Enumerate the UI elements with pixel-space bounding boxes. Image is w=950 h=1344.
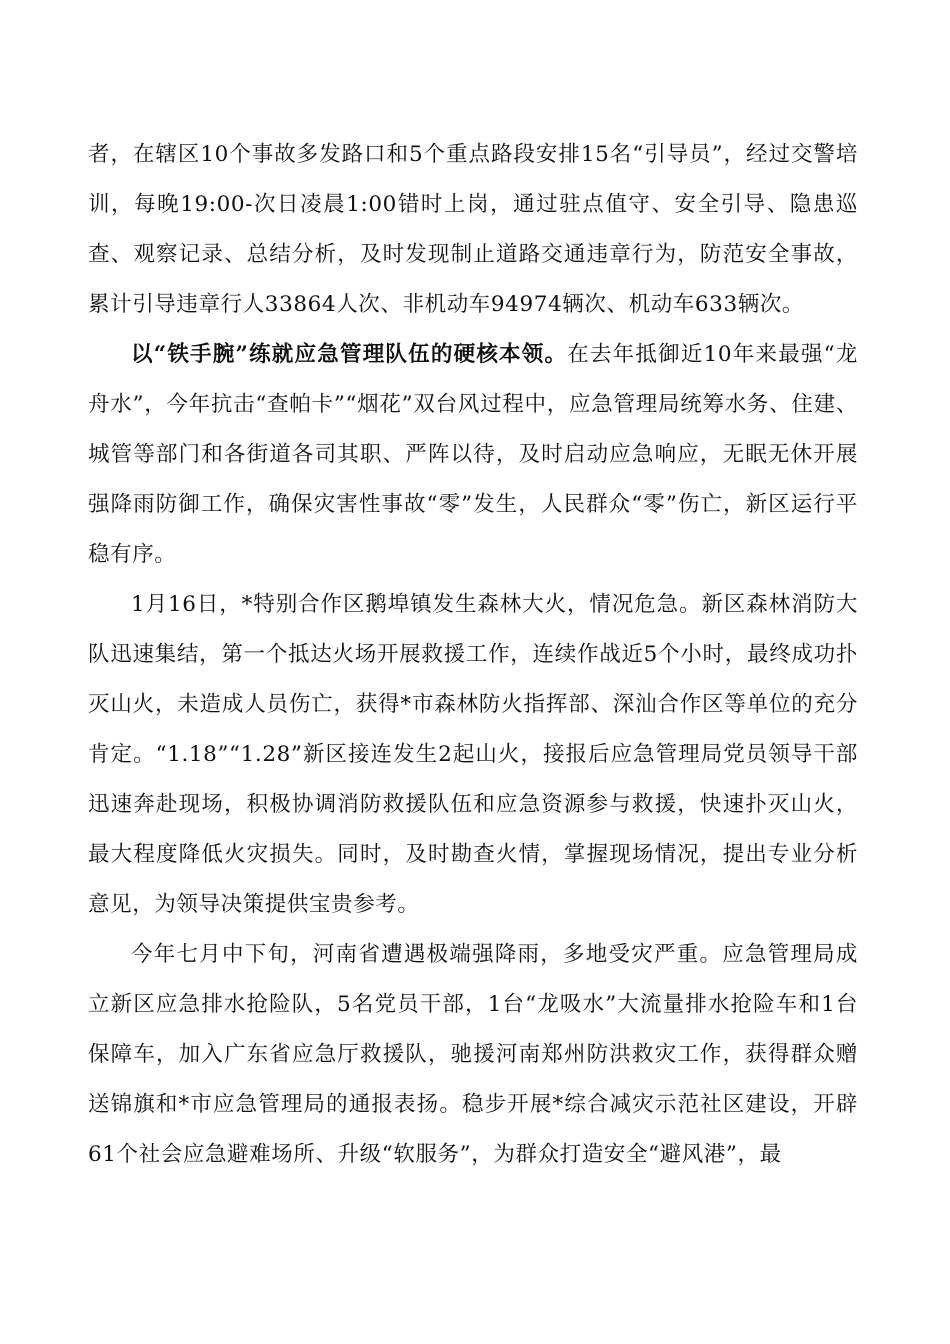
paragraph-henan-rescue: 今年七月中下旬，河南省遭遇极端强降雨，多地受灾严重。应急管理局成立新区应急排水抢险队，5名党员干部，1台“龙吸水”大流量排水抢险车和1台保障车，加入广东省应急厅救援队，驰援河南郑州防洪救灾工作，获得群众赠送锦旗和*市应急管理局的通报表扬。稳步开展*综合减灾示范社区建设，开辟61个社会应急避难场所、升级“软服务”，为群众打造安全“避风港”，最 <box>88 942 858 1167</box>
paragraph-heading: 以“铁手腕”练就应急管理队伍的硬核本领。 <box>131 342 568 367</box>
paragraph-emergency-team-body: 在去年抵御近10年来最强“龙舟水”，今年抗击“查帕卡”“烟花”双台风过程中，应急管理局统筹水务、住建、城管等部门和各街道各司其职、严阵以待，及时启动应急响应，无眠无休开展强降雨防御工作，确保灾害性事故“零”发生，人民群众“零”伤亡，新区运行平稳有序。 <box>88 342 858 567</box>
paragraph-traffic-guides: 者，在辖区10个事故多发路口和5个重点路段安排15名“引导员”，经过交警培训，每晚19:00-次日凌晨1:00错时上岗，通过驻点值守、安全引导、隐患巡查、观察记录、总结分析，及时发现制止道路交通违章行为，防范安全事故，累计引导违章行人33864人次、非机动车94974辆次、机动车633辆次。 <box>88 142 858 317</box>
paragraph-forest-fire: 1月16日，*特别合作区鹅埠镇发生森林大火，情况危急。新区森林消防大队迅速集结，第一个抵达火场开展救援工作，连续作战近5个小时，最终成功扑灭山火，未造成人员伤亡，获得*市森林防火指挥部、深汕合作区等单位的充分肯定。“1.18”“1.28”新区接连发生2起山火，接报后应急管理局党员领导干部迅速奔赴现场，积极协调消防救援队伍和应急资源参与救援，快速扑灭山火，最大程度降低火灾损失。同时，及时勘查火情，掌握现场情况，提出专业分析意见，为领导决策提供宝贵参考。 <box>88 592 858 917</box>
paragraph-emergency-team <box>88 330 858 580</box>
document-body <box>88 130 858 1180</box>
